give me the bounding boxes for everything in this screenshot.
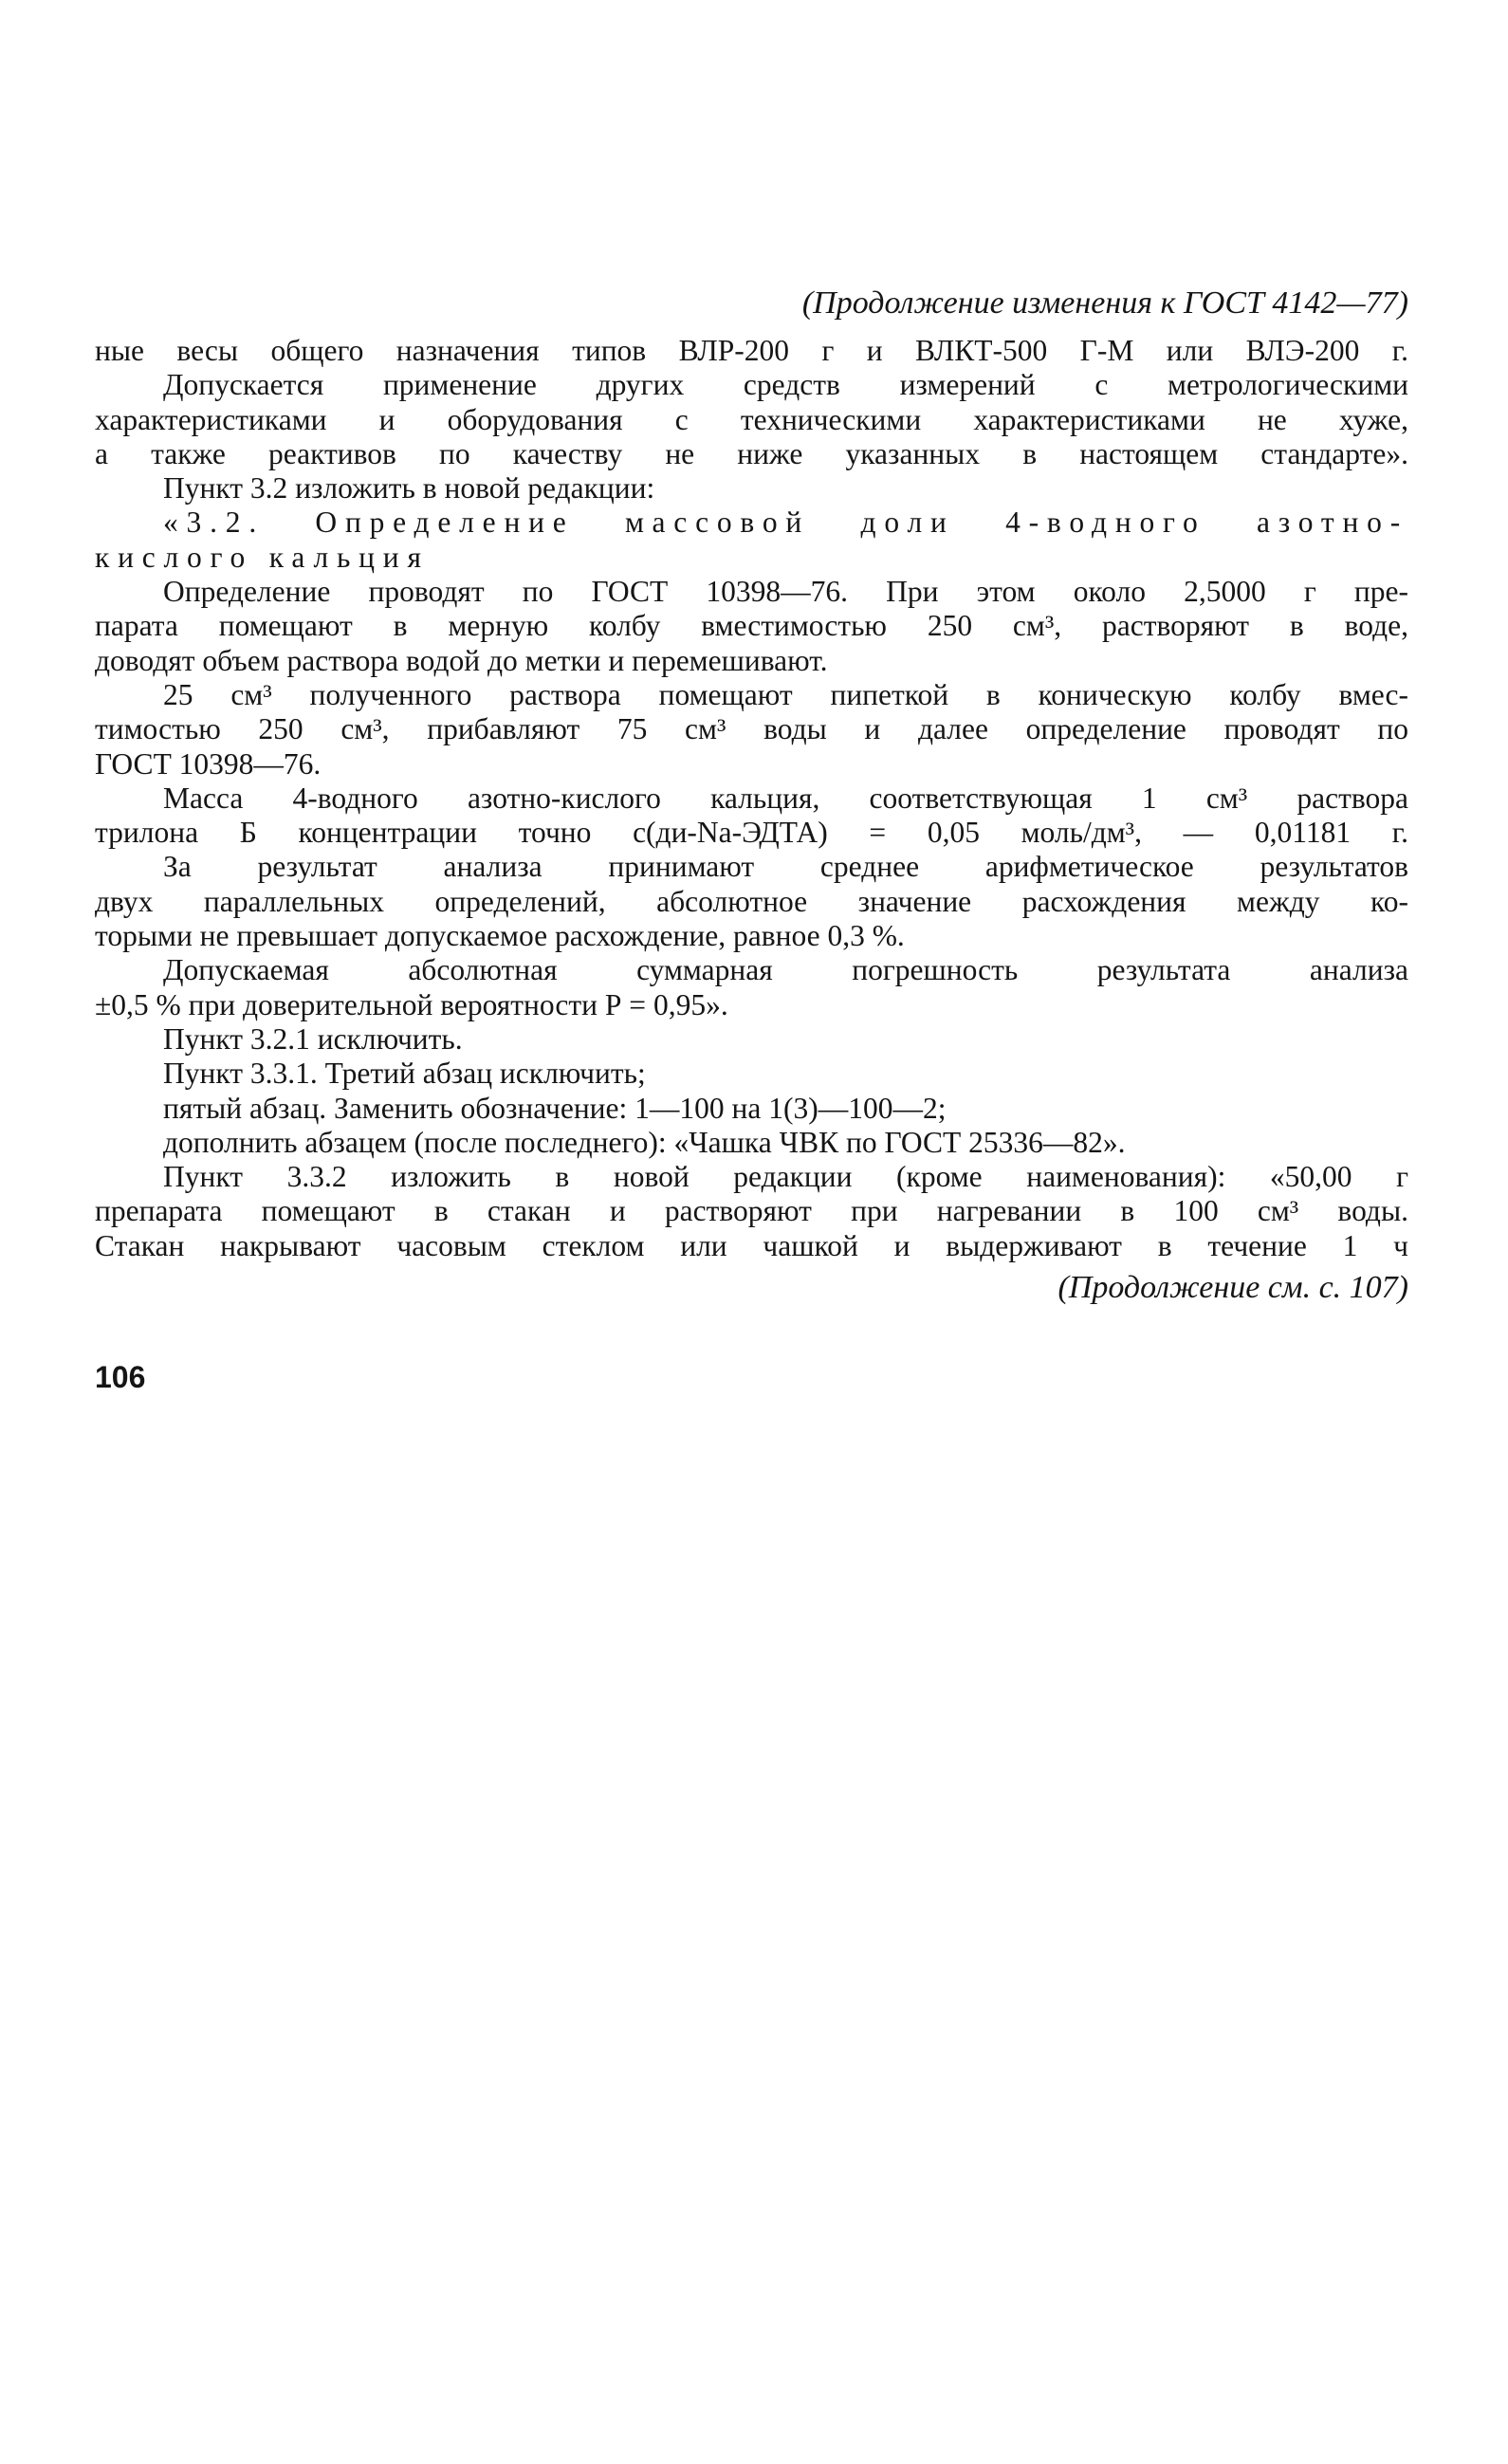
footer-continuation: (Продолжение см. с. 107)	[1057, 1270, 1408, 1306]
text-line-19: Допускаемая абсолютная суммарная погрешность результата анализа	[163, 953, 1408, 987]
text-line-24: дополнить абзацем (после последнего): «Чашка ЧВК по ГОСТ 25336—82».	[163, 1125, 1126, 1159]
text-line-11: 25 см³ полученного раствора помещают пипеткой в коническую колбу вмес-	[163, 677, 1408, 711]
text-line-1: ные весы общего назначения типов ВЛР-200 г и ВЛКТ-500 Г-М или ВЛЭ-200 г.	[95, 334, 1408, 367]
text-line-8: Определение проводят по ГОСТ 10398—76. При этом около 2,5000 г пре-	[163, 575, 1408, 609]
text-line-3: характеристиками и оборудования с техническими характеристиками не хуже,	[95, 402, 1408, 436]
text-line-20: ±0,5 % при доверительной вероятности Р = 0,95».	[95, 987, 728, 1021]
page-number: 106	[95, 1360, 146, 1394]
text-line-22: Пункт 3.3.1. Третий абзац исключить;	[163, 1057, 646, 1091]
text-line-21: Пункт 3.2.1 исключить.	[163, 1021, 463, 1056]
text-line-18: торыми не превышает допускаемое расхождение, равное 0,3 %.	[95, 919, 905, 953]
text-line-17: двух параллельных определений, абсолютное значение расхождения между ко-	[95, 884, 1408, 918]
text-line-2: Допускается применение других средств измерений с метрологическими	[163, 368, 1408, 402]
text-line-15: трилона Б концентрации точно с(ди-Na-ЭДТА) = 0,05 моль/дм³, — 0,01181 г.	[95, 816, 1408, 850]
text-line-12: тимостью 250 см³, прибавляют 75 см³ воды и далее определение проводят по	[95, 712, 1408, 746]
section-heading-line-1: «3.2. Определение массовой доли 4-водного азотно-	[163, 506, 1408, 540]
text-line-26: препарата помещают в стакан и растворяют при нагревании в 100 см³ воды.	[95, 1194, 1408, 1228]
text-line-4: а также реактивов по качеству не ниже указанных в настоящем стандарте».	[95, 436, 1408, 470]
document-page	[95, 285, 1408, 1315]
text-line-13: ГОСТ 10398—76.	[95, 746, 322, 781]
text-line-9: парата помещают в мерную колбу вместимостью 250 см³, растворяют в воде,	[95, 609, 1408, 643]
text-line-16: За результат анализа принимают среднее арифметическое результатов	[163, 850, 1408, 884]
section-heading-line-2: кислого кальция	[95, 540, 430, 574]
text-line-10: доводят объем раствора водой до метки и перемешивают.	[95, 643, 828, 677]
text-line-25: Пункт 3.3.2 изложить в новой редакции (кроме наименования): «50,00 г	[163, 1160, 1408, 1194]
text-line-14: Масса 4-водного азотно-кислого кальция, соответствующая 1 см³ раствора	[163, 781, 1408, 815]
text-line-23: пятый абзац. Заменить обозначение: 1—100 на 1(3)—100—2;	[163, 1091, 947, 1125]
header-continuation: (Продолжение изменения к ГОСТ 4142—77)	[801, 285, 1408, 321]
text-line-27: Стакан накрывают часовым стеклом или чашкой и выдерживают в течение 1 ч	[95, 1228, 1408, 1262]
text-line-5: Пункт 3.2 изложить в новой редакции:	[163, 471, 655, 506]
